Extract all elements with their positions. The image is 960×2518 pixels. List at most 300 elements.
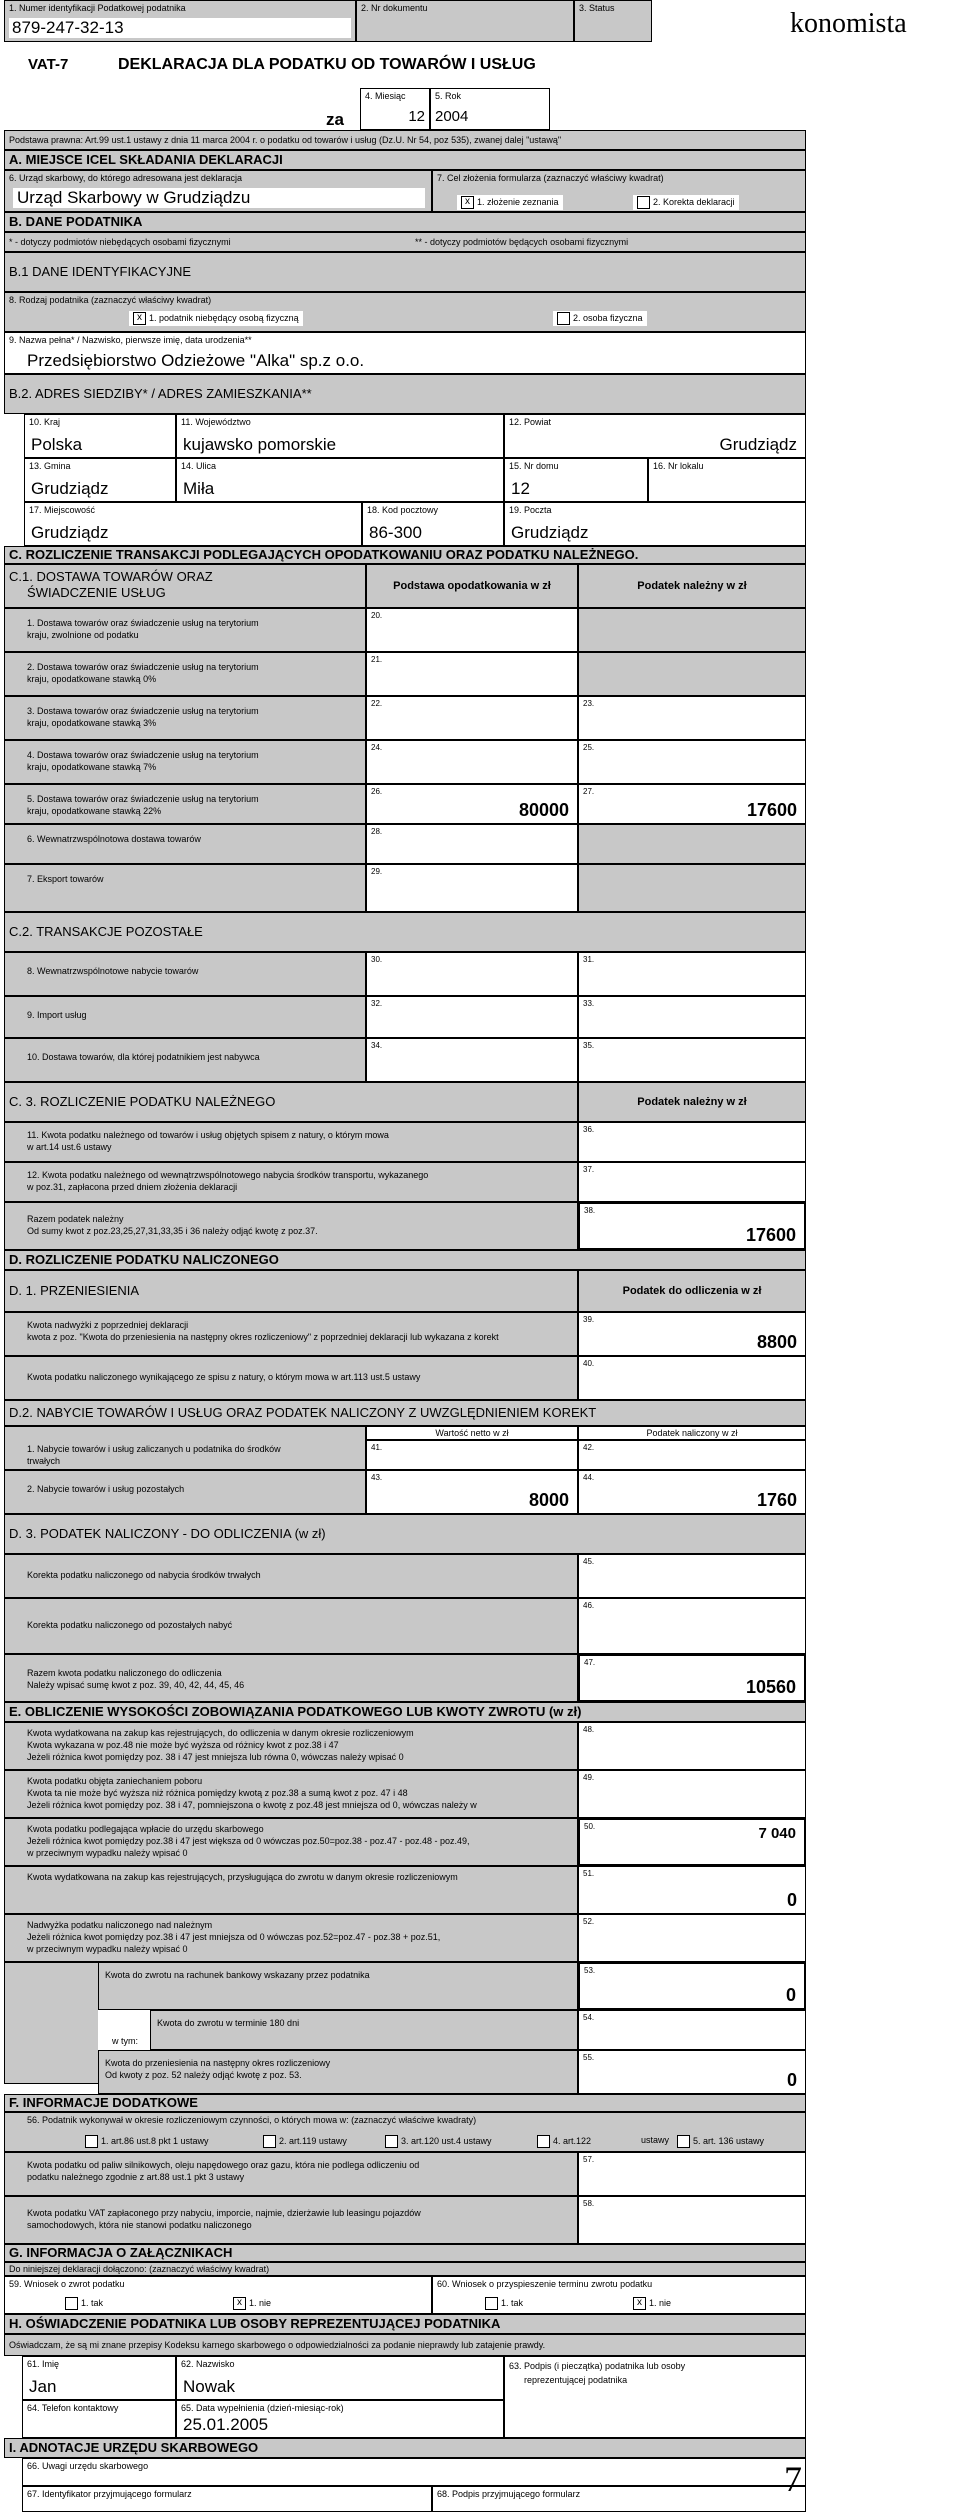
field-37 <box>578 1162 806 1202</box>
row-57 <box>4 2152 578 2196</box>
field-64-label: 64. Telefon kontaktowy <box>27 2403 119 2413</box>
field-39-number: 39. <box>583 1315 595 1324</box>
field-number: 35. <box>583 1041 595 1050</box>
field-7-purpose <box>432 170 806 212</box>
row-40 <box>4 1356 578 1400</box>
field-45-number: 45. <box>583 1557 595 1566</box>
field-9-full-name <box>4 332 806 374</box>
field-number: 20. <box>371 611 383 620</box>
row-52-subgroup <box>4 1962 98 2084</box>
field-6-tax-office <box>4 170 432 212</box>
field-4-value: 12 <box>408 108 425 125</box>
row-39 <box>4 1312 578 1356</box>
section-e-title: E. OBLICZENIE WYSOKOŚCI ZOBOWIĄZANIA PODATKOWEGO LUB KWOTY ZWROTU (w zł) <box>4 1702 806 1722</box>
column-header-input-tax: Podatek naliczony w zł <box>578 1426 806 1440</box>
column-header-tax-base: Podstawa opodatkowania w zł <box>366 564 578 608</box>
field-4-label: 4. Miesiąc <box>365 91 406 101</box>
field-19-post-office <box>504 502 806 546</box>
checkbox-icon <box>85 2135 98 2148</box>
field-42 <box>578 1440 806 1470</box>
legal-basis-text: Podstawa prawna: Art.99 ust.1 ustawy z dnia 11 marca 2004 r. o podatku od towarów i usług (Dz.U. Nr 54, poz 535), zwanej dalej "ustawą" <box>9 135 562 145</box>
row-48 <box>4 1722 578 1770</box>
row-48-description: Kwota wydatkowana na zakup kas rejestrujących, do odliczenia w danym okresie rozliczeniowym Kwota wykazana w poz.48 nie może być wyższa od różnicy kwot z poz.38 i 47 Jeżeli różnica kwot pomiędzy poz. 38 i 47 jest mniejsza lub równa 0, wówczas należy wpisać 0 <box>27 1728 414 1762</box>
row-45 <box>4 1554 578 1598</box>
section-c3-title: C. 3. ROZLICZENIE PODATKU NALEŻNEGO <box>4 1082 578 1122</box>
note-natural-person: ** - dotyczy podmiotów będących osobami fizycznymi <box>415 237 629 247</box>
field-51-number: 51. <box>583 1869 595 1878</box>
field-41 <box>366 1440 578 1470</box>
row-54 <box>150 2010 578 2050</box>
column-header-net-value: Wartość netto w zł <box>366 1426 578 1440</box>
field-62-value: Nowak <box>183 2377 235 2396</box>
section-d3-title: D. 3. PODATEK NALICZONY - DO ODLICZENIA (w zł) <box>4 1514 806 1554</box>
field-53-number: 53. <box>584 1966 596 1975</box>
c1-row-1 <box>4 608 366 652</box>
checkbox-icon <box>263 2135 276 2148</box>
row-54-description: Kwota do zwrotu w terminie 180 dni <box>157 2018 300 2028</box>
field-12-value: Grudziądz <box>719 435 797 454</box>
field-67-receiver-id <box>22 2486 432 2512</box>
field-43 <box>366 1470 578 1514</box>
field-53 <box>578 1962 806 2010</box>
c1-row-4-tax-base <box>366 740 578 784</box>
checkbox-icon: x <box>633 2297 646 2310</box>
field-10-label: 10. Kraj <box>29 417 61 427</box>
c2-row-description: 8. Wewnatrzwspólnotowe nabycie towarów <box>27 966 199 976</box>
field-67-label: 67. Identyfikator przyjmującego formularz <box>27 2489 192 2499</box>
field-12-label: 12. Powiat <box>509 417 552 427</box>
section-g-title: G. INFORMACJA O ZAŁĄCZNIKACH <box>4 2244 806 2262</box>
field-58 <box>578 2196 806 2244</box>
row-46-description: Korekta podatku naliczonego od pozostałych nabyć <box>27 1620 233 1630</box>
field-56-option-3[interactable] <box>385 2135 492 2148</box>
c1-row-6-tax-base <box>366 824 578 864</box>
field-44-value: 1760 <box>756 1490 797 1510</box>
field-59-label: 59. Wniosek o zwrot podatku <box>9 2279 125 2289</box>
section-f-title: F. INFORMACJE DODATKOWE <box>4 2094 806 2112</box>
c1-row-description: 3. Dostawa towarów oraz świadczenie usług na terytorium kraju, opodatkowane stawką 3% <box>27 706 259 728</box>
c2-row-8 <box>4 952 366 996</box>
row-55 <box>98 2050 578 2094</box>
row-53 <box>98 1962 578 2010</box>
c1-row-5 <box>4 784 366 824</box>
field-61-first-name <box>22 2356 176 2400</box>
field-60-label: 60. Wniosek o przyspieszenie terminu zwrotu podatku <box>437 2279 653 2289</box>
field-44-number: 44. <box>583 1473 595 1482</box>
field-61-label: 61. Imię <box>27 2359 60 2369</box>
c1-row-description: 1. Dostawa towarów oraz świadczenie usług na terytorium kraju, zwolnione od podatku <box>27 618 259 640</box>
c1-row-2-tax-base <box>366 652 578 696</box>
c2-row-10-tax-due <box>578 1038 806 1082</box>
field-43-value: 8000 <box>528 1490 569 1510</box>
row-55-description: Kwota do przeniesienia na następny okres rozliczeniowy Od kwoty z poz. 52 należy odjąć kwotę z poz. 53. <box>105 2058 331 2080</box>
field-65-label: 65. Data wypełnienia (dzień-miesiąc-rok) <box>181 2403 344 2413</box>
row-49 <box>4 1770 578 1818</box>
row-11 <box>4 1122 578 1162</box>
field-53-value: 0 <box>785 1985 796 2005</box>
field-59-yes-label: 1. tak <box>81 2297 104 2308</box>
checkbox-icon <box>485 2297 498 2310</box>
field-37-number: 37. <box>583 1165 595 1174</box>
row-11-description: 11. Kwota podatku należnego od towarów i usług objętych spisem z natury, o którym mowa w art.14 ust.6 ustawy <box>27 1130 389 1152</box>
field-number: 22. <box>371 699 383 708</box>
field-number: 21. <box>371 655 383 664</box>
field-7-option-2-label: 2. Korekta deklaracji <box>653 196 735 207</box>
field-13-commune <box>24 458 176 502</box>
section-d2-title: D.2. NABYCIE TOWARÓW I USŁUG ORAZ PODATEK NALICZONY Z UWZGLĘDNIENIEM KOREKT <box>4 1400 806 1426</box>
in-which-label: w tym: <box>112 2036 138 2046</box>
field-56-option-4[interactable] <box>537 2135 591 2148</box>
section-h-title: H. OŚWIADCZENIE PODATNIKA LUB OSOBY REPREZENTUJĄCEJ PODATNIKA <box>4 2314 806 2334</box>
field-13-value: Grudziądz <box>31 479 109 498</box>
section-b2-title: B.2. ADRES SIEDZIBY* / ADRES ZAMIESZKANIA** <box>4 374 806 414</box>
field-56-option-5[interactable] <box>677 2135 764 2148</box>
section-b-title: B. DANE PODATNIKA <box>4 212 806 232</box>
field-48 <box>578 1722 806 1770</box>
field-5-label: 5. Rok <box>435 91 462 101</box>
field-57-number: 57. <box>583 2155 595 2164</box>
row-53-description: Kwota do zwrotu na rachunek bankowy wskazany przez podatnika <box>105 1970 370 1980</box>
section-b-notes <box>4 232 806 252</box>
field-42-number: 42. <box>583 1443 595 1452</box>
c2-row-8-tax-due <box>578 952 806 996</box>
field-18-label: 18. Kod pocztowy <box>367 505 439 515</box>
field-number: 31. <box>583 955 595 964</box>
field-56-label: 56. Podatnik wykonywał w okresie rozliczeniowym czynności, o których mowa w: (zaznaczyć właściwe kwadraty) <box>27 2115 477 2125</box>
row-46 <box>4 1598 578 1654</box>
checkbox-icon: x <box>461 196 474 209</box>
field-59-option-yes[interactable] <box>65 2297 103 2310</box>
field-56-option-2-label: 2. art.119 ustawy <box>279 2135 347 2146</box>
row-total-deductible-description: Razem kwota podatku naliczonego do odliczenia Należy wpisać sumę kwot z poz. 39, 40, 42, 44, 45, 46 <box>27 1668 245 1690</box>
field-40-number: 40. <box>583 1359 595 1368</box>
field-4-month <box>360 88 430 130</box>
section-a-title: A. MIEJSCE ICEL SKŁADANIA DEKLARACJI <box>4 150 806 170</box>
field-44 <box>578 1470 806 1514</box>
field-17-city <box>24 502 362 546</box>
checkbox-icon <box>677 2135 690 2148</box>
row-total-tax-due-description: Razem podatek należny Od sumy kwot z poz.23,25,27,31,33,35 i 36 należy odjąć kwotę z poz.37. <box>27 1214 318 1236</box>
field-50 <box>578 1818 806 1866</box>
section-b1-title: B.1 DANE IDENTYFIKACYJNE <box>4 252 806 292</box>
c1-row-7 <box>4 864 366 912</box>
column-header-tax-due: Podatek należny w zł <box>578 564 806 608</box>
field-66-label: 66. Uwagi urzędu skarbowego <box>27 2461 149 2471</box>
field-63-label: 63. Podpis (i pieczątka) podatnika lub osoby reprezentującej podatnika <box>509 2361 686 2385</box>
field-60-yes-label: 1. tak <box>501 2297 524 2308</box>
field-1-value: 879-247-32-13 <box>9 18 351 38</box>
c1-row-description: 5. Dostawa towarów oraz świadczenie usług na terytorium kraju, opodatkowane stawką 22% <box>27 794 259 816</box>
c1-row-1-tax-due <box>578 608 806 652</box>
field-9-value: Przedsiębiorstwo Odzieżowe "Alka" sp.z o.o. <box>27 351 365 370</box>
c1-row-3-tax-due <box>578 696 806 740</box>
c2-row-description: 10. Dostawa towarów, dla której podatnikiem jest nabywca <box>27 1052 260 1062</box>
c1-row-3-tax-base <box>366 696 578 740</box>
field-36-number: 36. <box>583 1125 595 1134</box>
attachments-note-text: Do niniejszej deklaracji dołączono: (zaznaczyć właściwy kwadrat) <box>9 2264 270 2274</box>
field-45 <box>578 1554 806 1598</box>
field-38-number: 38. <box>584 1206 596 1215</box>
field-38-value: 17600 <box>745 1225 796 1245</box>
tax-due-value: 17600 <box>746 800 797 820</box>
field-number: 27. <box>583 787 595 796</box>
field-3-label: 3. Status <box>579 3 615 13</box>
field-60-expedite-request <box>432 2276 806 2314</box>
field-36 <box>578 1122 806 1162</box>
field-50-value: 7 040 <box>758 1825 796 1842</box>
field-9-label: 9. Nazwa pełna* / Nazwisko, pierwsze imię, data urodzenia** <box>9 335 252 345</box>
field-number: 34. <box>371 1041 383 1050</box>
row-43-description: 2. Nabycie towarów i usług pozostałych <box>27 1484 185 1494</box>
c1-row-1-tax-base <box>366 608 578 652</box>
field-8-option-1[interactable] <box>129 311 303 326</box>
field-16-label: 16. Nr lokalu <box>653 461 704 471</box>
field-number: 25. <box>583 743 595 752</box>
field-2-label: 2. Nr dokumentu <box>361 3 428 13</box>
field-6-value: Urząd Skarbowy w Grudziądzu <box>13 188 425 208</box>
field-7-option-1-label: 1. złożenie zeznania <box>477 196 559 207</box>
field-11-label: 11. Województwo <box>181 417 251 427</box>
field-56-option-4-label: 4. art.122 <box>553 2135 592 2146</box>
form-title: DEKLARACJA DLA PODATKU OD TOWARÓW I USŁUG <box>118 56 536 73</box>
field-8-taxpayer-type <box>4 292 806 332</box>
c2-row-description: 9. Import usług <box>27 1010 87 1020</box>
checkbox-icon: x <box>233 2297 246 2310</box>
field-1-nip <box>4 0 356 42</box>
row-total-deductible <box>4 1654 578 1702</box>
page-number: 7 <box>784 2459 802 2499</box>
field-15-house-number <box>504 458 648 502</box>
field-55 <box>578 2050 806 2094</box>
c1-row-6-tax-due <box>578 824 806 864</box>
field-47-number: 47. <box>584 1658 596 1667</box>
c2-row-8-tax-base <box>366 952 578 996</box>
c2-row-10 <box>4 1038 366 1082</box>
field-number: 23. <box>583 699 595 708</box>
field-56-option-4-suffix: ustawy <box>641 2135 670 2145</box>
field-18-value: 86-300 <box>369 523 422 542</box>
row-45-description: Korekta podatku naliczonego od nabycia środków trwałych <box>27 1570 261 1580</box>
field-3-status <box>574 0 652 42</box>
section-i-title: I. ADNOTACJE URZĘDU SKARBOWEGO <box>4 2438 806 2458</box>
field-number: 24. <box>371 743 383 752</box>
field-14-value: Miła <box>183 479 215 498</box>
field-65-value: 25.01.2005 <box>183 2415 269 2434</box>
row-51-description: Kwota wydatkowana na zakup kas rejestrujących, przysługująca do zwrotu w danym okresie rozliczeniowym <box>27 1872 458 1882</box>
row-51 <box>4 1866 578 1914</box>
field-16-flat-number <box>648 458 806 502</box>
field-60-option-no[interactable] <box>633 2297 671 2310</box>
field-19-value: Grudziądz <box>511 523 589 542</box>
field-62-last-name <box>176 2356 504 2400</box>
za-label: za <box>326 110 344 129</box>
field-18-postal-code <box>362 502 504 546</box>
field-38 <box>578 1202 806 1250</box>
note-legal-entity: * - dotyczy podmiotów niebędących osobami fizycznymi <box>9 237 231 247</box>
field-5-year <box>430 88 550 130</box>
field-number: 28. <box>371 827 383 836</box>
field-55-number: 55. <box>583 2053 595 2062</box>
field-60-option-yes[interactable] <box>485 2297 523 2310</box>
field-15-value: 12 <box>511 479 530 498</box>
c1-row-description: 2. Dostawa towarów oraz świadczenie usług na terytorium kraju, opodatkowane stawką 0% <box>27 662 259 684</box>
field-63-signature <box>504 2356 806 2438</box>
field-17-label: 17. Miejscowość <box>29 505 96 515</box>
declaration <box>4 2334 806 2356</box>
field-number: 30. <box>371 955 383 964</box>
field-8-option-2-label: 2. osoba fizyczna <box>573 312 643 323</box>
field-49-number: 49. <box>583 1773 595 1782</box>
field-2-doc-number <box>356 0 574 42</box>
field-39-value: 8800 <box>756 1332 797 1352</box>
field-7-label: 7. Cel złożenia formularza (zaznaczyć właściwy kwadrat) <box>437 173 664 183</box>
field-10-country <box>24 414 176 458</box>
field-11-voivodeship <box>176 414 504 458</box>
row-50 <box>4 1818 578 1866</box>
field-54-number: 54. <box>583 2013 595 2022</box>
row-58-description: Kwota podatku VAT zapłaconego przy nabyciu, imporcie, najmie, dzierżawie lub leasingu pojazdów samochodowych, która nie stanowi podatku naliczonego <box>27 2208 421 2230</box>
c1-row-description: 4. Dostawa towarów oraz świadczenie usług na terytorium kraju, opodatkowane stawką 7% <box>27 750 259 772</box>
field-8-label: 8. Rodzaj podatnika (zaznaczyć właściwy kwadrat) <box>9 295 212 305</box>
c1-row-7-tax-base <box>366 864 578 912</box>
field-13-label: 13. Gmina <box>29 461 71 471</box>
field-66-office-notes <box>22 2458 806 2486</box>
field-number: 33. <box>583 999 595 1008</box>
c2-row-10-tax-base <box>366 1038 578 1082</box>
checkbox-icon <box>65 2297 78 2310</box>
field-6-label: 6. Urząd skarbowy, do którego adresowana jest deklaracja <box>9 173 242 183</box>
field-55-value: 0 <box>786 2070 797 2090</box>
field-12-district <box>504 414 806 458</box>
c2-row-9-tax-base <box>366 996 578 1038</box>
row-41 <box>4 1426 366 1470</box>
row-49-description: Kwota podatku objęta zaniechaniem poboru Kwota ta nie może być wyższa niż różnica pomiędzy kwotą z poz.38 a sumą kwot z poz. 47 i 48 Jeżeli różnica kwot pomiędzy poz. 38 i 47, pomniejszona o kwotę z poz.48 jest mniejsza od 0, wówczas należy w <box>27 1776 477 1810</box>
field-40 <box>578 1356 806 1400</box>
field-46 <box>578 1598 806 1654</box>
checkbox-icon: x <box>133 312 146 325</box>
row-52-description: Nadwyżka podatku naliczonego nad należnym Jeżeli różnica kwot pomiędzy poz.38 i 47 jest mniejsza od 0 wówczas poz.52=poz.47 - poz.38 + poz.51, w przeciwnym wypadku należy wpisać 0 <box>27 1920 441 1954</box>
field-51-value: 0 <box>786 1890 797 1910</box>
checkbox-icon <box>637 196 650 209</box>
field-39 <box>578 1312 806 1356</box>
field-59-option-no[interactable] <box>233 2297 271 2310</box>
field-8-option-1-label: 1. podatnik niebędący osobą fizyczną <box>149 312 299 323</box>
field-50-number: 50. <box>584 1822 596 1831</box>
c1-row-4-tax-due <box>578 740 806 784</box>
field-43-number: 43. <box>371 1473 383 1482</box>
declaration-text: Oświadczam, że są mi znane przepisy Kodeksu karnego skarbowego o odpowiedzialności za podanie nieprawdy lub zatajenie prawdy. <box>9 2340 546 2350</box>
row-52 <box>4 1914 578 1962</box>
c1-row-6 <box>4 824 366 864</box>
row-50-description: Kwota podatku podlegająca wpłacie do urzędu skarbowego Jeżeli różnica kwot pomiędzy poz.38 i 47 jest większa od 0 wówczas poz.50=poz.38 - poz.47 - poz.48 - poz.49, w przeciwnym wypadku należy wpisać 0 <box>27 1824 470 1858</box>
field-7-option-2[interactable] <box>633 195 739 210</box>
field-52 <box>578 1914 806 1962</box>
field-7-option-1[interactable] <box>457 195 563 210</box>
row-12 <box>4 1162 578 1202</box>
row-12-description: 12. Kwota podatku należnego od wewnątrzwspólnotowego nabycia środków transportu, wykazanego w poz.31, zapłacona przed dniem złożenia deklaracji <box>27 1170 429 1192</box>
field-number: 29. <box>371 867 383 876</box>
row-39-description: Kwota nadwyżki z poprzedniej deklaracji kwota z poz. "Kwota do przeniesienia na następny okres rozliczeniowy" z poprzedniej deklaracji lub wykazana z korekt <box>27 1320 499 1342</box>
field-62-label: 62. Nazwisko <box>181 2359 235 2369</box>
c1-row-description: 6. Wewnatrzwspólnotowa dostawa towarów <box>27 834 201 844</box>
field-1-label: 1. Numer identyfikacji Podatkowej podatnika <box>9 3 186 13</box>
field-11-value: kujawsko pomorskie <box>183 435 337 454</box>
field-68-label: 68. Podpis przyjmującego formularz <box>437 2489 581 2499</box>
field-57 <box>578 2152 806 2196</box>
c1-row-4 <box>4 740 366 784</box>
field-number: 26. <box>371 787 383 796</box>
field-17-value: Grudziądz <box>31 523 109 542</box>
field-47 <box>578 1654 806 1702</box>
field-56-option-1[interactable] <box>85 2135 209 2148</box>
c1-row-7-tax-due <box>578 864 806 912</box>
field-56-option-3-label: 3. art.120 ust.4 ustawy <box>401 2135 492 2146</box>
row-43 <box>4 1470 366 1514</box>
field-56-option-1-label: 1. art.86 ust.8 pkt 1 ustawy <box>101 2135 209 2146</box>
c1-row-5-tax-due <box>578 784 806 824</box>
row-40-description: Kwota podatku naliczonego wynikającego ze spisu z natury, o którym mowa w art.113 ust.5 ustawy <box>27 1372 421 1382</box>
checkbox-icon <box>385 2135 398 2148</box>
brand-watermark: konomista <box>790 8 907 39</box>
field-54 <box>578 2010 806 2050</box>
field-48-number: 48. <box>583 1725 595 1734</box>
c1-row-2 <box>4 652 366 696</box>
c2-row-9 <box>4 996 366 1038</box>
c1-row-2-tax-due <box>578 652 806 696</box>
section-c2-title: C.2. TRANSAKCJE POZOSTAŁE <box>4 912 806 952</box>
field-number: 32. <box>371 999 383 1008</box>
column-header-deductible: Podatek do odliczenia w zł <box>578 1270 806 1312</box>
row-58 <box>4 2196 578 2244</box>
field-56-option-2[interactable] <box>263 2135 347 2148</box>
field-52-number: 52. <box>583 1917 595 1926</box>
section-c-title: C. ROZLICZENIE TRANSAKCJI PODLEGAJĄCYCH OPODATKOWANIU ORAZ PODATKU NALEŻNEGO. <box>4 546 806 564</box>
section-d-title: D. ROZLICZENIE PODATKU NALICZONEGO <box>4 1250 806 1270</box>
c1-row-3 <box>4 696 366 740</box>
field-14-label: 14. Ulica <box>181 461 217 471</box>
field-10-value: Polska <box>31 435 83 454</box>
field-8-option-2[interactable] <box>553 311 647 326</box>
field-60-no-label: 1. nie <box>649 2297 672 2308</box>
field-56-activities <box>4 2112 806 2152</box>
field-56-option-5-label: 5. art. 136 ustawy <box>693 2135 765 2146</box>
section-c1-title: C.1. DOSTAWA TOWARÓW ORAZ ŚWIADCZENIE USŁUG <box>4 564 366 608</box>
field-41-number: 41. <box>371 1443 383 1452</box>
field-19-label: 19. Poczta <box>509 505 552 515</box>
field-14-street <box>176 458 504 502</box>
field-49 <box>578 1770 806 1818</box>
form-code: VAT-7 <box>28 56 69 73</box>
field-59-no-label: 1. nie <box>249 2297 272 2308</box>
c1-row-5-tax-base <box>366 784 578 824</box>
field-65-fill-date <box>176 2400 504 2438</box>
field-15-label: 15. Nr domu <box>509 461 559 471</box>
field-61-value: Jan <box>29 2377 57 2396</box>
field-46-number: 46. <box>583 1601 595 1610</box>
row-total-tax-due <box>4 1202 578 1250</box>
tax-base-value: 80000 <box>518 800 569 820</box>
field-5-value: 2004 <box>435 108 469 125</box>
section-d1-title: D. 1. PRZENIESIENIA <box>4 1270 578 1312</box>
legal-basis <box>4 130 806 150</box>
field-51 <box>578 1866 806 1914</box>
field-58-number: 58. <box>583 2199 595 2208</box>
row-57-description: Kwota podatku od paliw silnikowych, oleju napędowego oraz gazu, która nie podlega odliczeniu od podatku należnego zgodnie z art.88 ust.1 pkt 3 ustawy <box>27 2160 420 2182</box>
field-59-refund-request <box>4 2276 432 2314</box>
row-41-description: 1. Nabycie towarów i usług zaliczanych u podatnika do środków trwałych <box>27 1444 281 1466</box>
attachments-note <box>4 2262 806 2276</box>
checkbox-icon <box>557 312 570 325</box>
